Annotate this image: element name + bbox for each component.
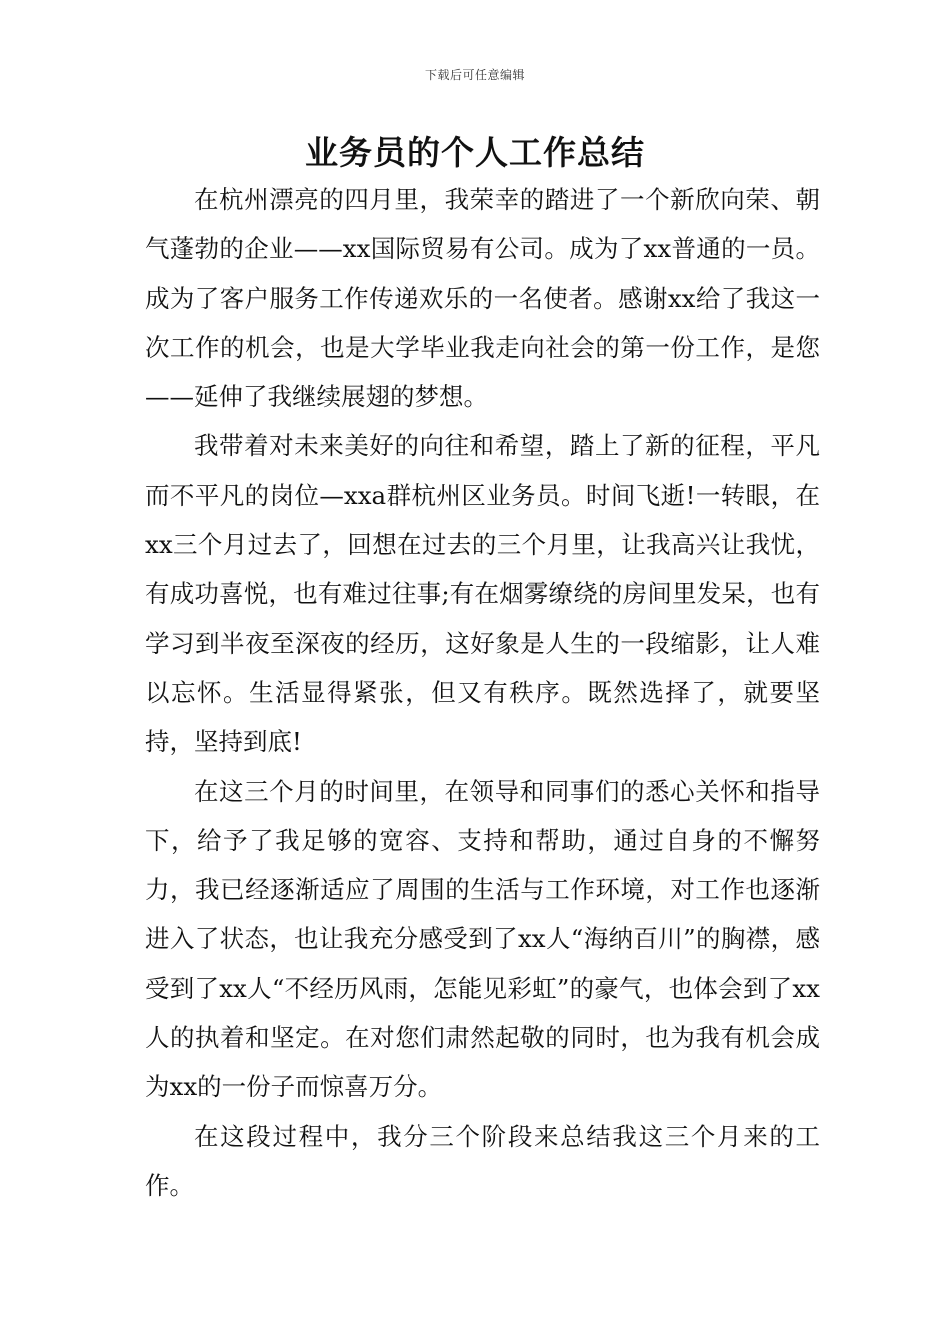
paragraph: 在这段过程中，我分三个阶段来总结我这三个月来的工作。 [145, 1121, 820, 1200]
header-note: 下载后可任意编辑 [424, 68, 525, 82]
document-body [145, 175, 820, 1210]
paragraph: 在这三个月的时间里，在领导和同事们的悉心关怀和指导下，给予了我足够的宽容、支持和帮助，通过自身的不懈努力，我已经逐渐适应了周围的生活与工作环境，对工作也逐渐进入了状态，也让我充分感受到了xx人“海纳百川”的胸襟，感受到了xx人“不经历风雨，怎能见彩虹”的豪气，也体会到了xx人的执着和坚定。在对您们肃然起敬的同时，也为我有机会成为xx的一份子而惊喜万分。 [145, 776, 820, 1102]
document-title: 业务员的个人工作总结 [305, 133, 645, 172]
paragraph: 在杭州漂亮的四月里，我荣幸的踏进了一个新欣向荣、朝气蓬勃的企业——xx国际贸易有公司。成为了xx普通的一员。成为了客户服务工作传递欢乐的一名使者。感谢xx给了我这一次工作的机会，也是大学毕业我走向社会的第一份工作，是您——延伸了我继续展翅的梦想。 [145, 185, 820, 412]
paragraph: 我带着对未来美好的向往和希望，踏上了新的征程，平凡而不平凡的岗位—xxa群杭州区业务员。时间飞逝!一转眼，在xx三个月过去了，回想在过去的三个月里，让我高兴让我忧，有成功喜悦，也有难过往事;有在烟雾缭绕的房间里发呆，也有学习到半夜至深夜的经历，这好象是人生的一段缩影，让人难以忘怀。生活显得紧张，但又有秩序。既然选择了，就要坚持，坚持到底! [145, 431, 820, 757]
